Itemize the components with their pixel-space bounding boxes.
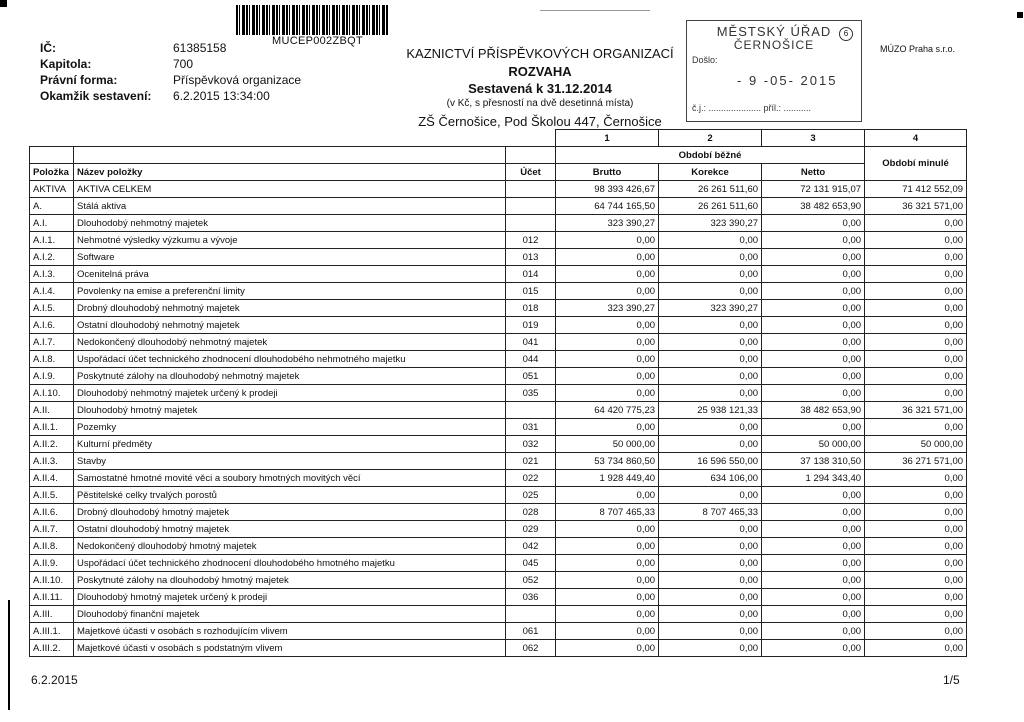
table-row [30, 317, 967, 334]
cell-nazev: Poskytnuté zálohy na dlouhodobý nehmotný majetek [74, 368, 506, 385]
cell-minule: 0,00 [865, 283, 967, 300]
cell-nazev: Dlouhodobý finanční majetek [74, 606, 506, 623]
cell-minule: 0,00 [865, 334, 967, 351]
cell-ucet: 042 [506, 538, 556, 555]
cell-brutto: 0,00 [556, 538, 659, 555]
cell-nazev: Pěstitelské celky trvalých porostů [74, 487, 506, 504]
cell-netto: 0,00 [762, 266, 865, 283]
cell-polozka: A.III.2. [30, 640, 74, 657]
cell-ucet [506, 402, 556, 419]
cell-netto: 72 131 915,07 [762, 181, 865, 198]
cell-minule: 0,00 [865, 419, 967, 436]
table-row [30, 385, 967, 402]
cell-korekce: 0,00 [659, 334, 762, 351]
scan-mark-top-left [0, 0, 7, 7]
table-row [30, 215, 967, 232]
cell-netto: 0,00 [762, 249, 865, 266]
cell-korekce: 25 938 121,33 [659, 402, 762, 419]
cell-ucet: 012 [506, 232, 556, 249]
cell-polozka: A.I.1. [30, 232, 74, 249]
cell-polozka: A.I.9. [30, 368, 74, 385]
cell-ucet: 044 [506, 351, 556, 368]
table-row [30, 555, 967, 572]
table-row [30, 351, 967, 368]
cell-brutto: 0,00 [556, 640, 659, 657]
cell-polozka: A.II.4. [30, 470, 74, 487]
cell-polozka: A.I.10. [30, 385, 74, 402]
cell-minule: 0,00 [865, 555, 967, 572]
cell-minule: 0,00 [865, 249, 967, 266]
cell-minule: 0,00 [865, 521, 967, 538]
cell-korekce: 0,00 [659, 589, 762, 606]
cell-brutto: 0,00 [556, 572, 659, 589]
cell-nazev: Samostatné hmotné movité věci a soubory hmotných movitých věcí [74, 470, 506, 487]
cell-ucet: 025 [506, 487, 556, 504]
table-row [30, 487, 967, 504]
cell-nazev: Stavby [74, 453, 506, 470]
cell-netto: 0,00 [762, 555, 865, 572]
page-number: 1/5 [943, 673, 960, 687]
cell-brutto: 323 390,27 [556, 215, 659, 232]
cell-brutto: 64 744 165,50 [556, 198, 659, 215]
cell-brutto: 8 707 465,33 [556, 504, 659, 521]
cell-brutto: 0,00 [556, 232, 659, 249]
cell-brutto: 323 390,27 [556, 300, 659, 317]
barcode [236, 5, 388, 35]
cell-nazev: Poskytnuté zálohy na dlouhodobý hmotný majetek [74, 572, 506, 589]
cell-minule: 0,00 [865, 487, 967, 504]
cell-netto: 0,00 [762, 606, 865, 623]
cell-korekce: 0,00 [659, 538, 762, 555]
cell-ucet: 052 [506, 572, 556, 589]
table-body [30, 181, 967, 657]
cell-brutto: 98 393 426,67 [556, 181, 659, 198]
cell-minule: 0,00 [865, 300, 967, 317]
cell-nazev: Kulturní předměty [74, 436, 506, 453]
cell-netto: 0,00 [762, 385, 865, 402]
cell-ucet: 014 [506, 266, 556, 283]
cell-polozka: A.II.7. [30, 521, 74, 538]
cell-brutto: 0,00 [556, 419, 659, 436]
cell-brutto: 0,00 [556, 385, 659, 402]
cell-brutto: 0,00 [556, 249, 659, 266]
cell-korekce: 16 596 550,00 [659, 453, 762, 470]
cell-brutto: 0,00 [556, 334, 659, 351]
cell-brutto: 0,00 [556, 266, 659, 283]
meta-ic: IČ: 61385158 [40, 41, 227, 55]
cell-ucet: 062 [506, 640, 556, 657]
cell-brutto: 1 928 449,40 [556, 470, 659, 487]
cell-polozka: A.I.6. [30, 317, 74, 334]
cell-brutto: 0,00 [556, 623, 659, 640]
document-metadata [40, 40, 301, 104]
cell-nazev: Ocenitelná práva [74, 266, 506, 283]
cell-polozka: A.III.1. [30, 623, 74, 640]
cell-minule: 0,00 [865, 266, 967, 283]
cell-korekce: 0,00 [659, 351, 762, 368]
cell-netto: 0,00 [762, 419, 865, 436]
cell-polozka: A.II.2. [30, 436, 74, 453]
cell-netto: 38 482 653,90 [762, 198, 865, 215]
balance-sheet-table [29, 129, 967, 657]
cell-nazev: Stálá aktiva [74, 198, 506, 215]
cell-ucet: 013 [506, 249, 556, 266]
cell-korekce: 0,00 [659, 572, 762, 589]
table-row [30, 402, 967, 419]
cell-minule: 0,00 [865, 504, 967, 521]
footer-date: 6.2.2015 [31, 673, 78, 687]
cell-netto: 0,00 [762, 215, 865, 232]
table-row [30, 334, 967, 351]
cell-minule: 0,00 [865, 606, 967, 623]
cell-netto: 0,00 [762, 368, 865, 385]
cell-korekce: 323 390,27 [659, 215, 762, 232]
document-header [380, 46, 700, 129]
table-row [30, 198, 967, 215]
cell-minule: 36 321 571,00 [865, 402, 967, 419]
cell-minule: 71 412 552,09 [865, 181, 967, 198]
cell-polozka: A.I.5. [30, 300, 74, 317]
cell-polozka: A.II.11. [30, 589, 74, 606]
meta-pravni-forma: Právní forma: Příspěvková organizace [40, 73, 302, 87]
cell-netto: 0,00 [762, 504, 865, 521]
period-header-row: Období běžné Období minulé [30, 147, 967, 164]
table-row [30, 521, 967, 538]
barcode-text: MUCEP002ZBQT [272, 35, 364, 47]
cell-minule: 0,00 [865, 368, 967, 385]
cell-ucet: 045 [506, 555, 556, 572]
cell-ucet [506, 198, 556, 215]
table-row [30, 300, 967, 317]
cell-minule: 0,00 [865, 351, 967, 368]
table-row [30, 181, 967, 198]
cell-minule: 50 000,00 [865, 436, 967, 453]
cell-nazev: Majetkové účasti v osobách s rozhodujícím vlivem [74, 623, 506, 640]
cell-polozka: A.II.3. [30, 453, 74, 470]
cell-korekce: 0,00 [659, 249, 762, 266]
cell-ucet: 018 [506, 300, 556, 317]
cell-minule: 36 271 571,00 [865, 453, 967, 470]
cell-nazev: Uspořádací účet technického zhodnocení dlouhodobého hmotného majetku [74, 555, 506, 572]
cell-nazev: Ostatní dlouhodobý nehmotný majetek [74, 317, 506, 334]
cell-minule: 0,00 [865, 470, 967, 487]
cell-brutto: 0,00 [556, 555, 659, 572]
cell-polozka: AKTIVA [30, 181, 74, 198]
stamp-circle: 6 [839, 27, 853, 41]
cell-nazev: Nedokončený dlouhodobý nehmotný majetek [74, 334, 506, 351]
table-row [30, 504, 967, 521]
cell-brutto: 0,00 [556, 317, 659, 334]
cell-ucet [506, 215, 556, 232]
cell-polozka: A.II.6. [30, 504, 74, 521]
cell-netto: 38 482 653,90 [762, 402, 865, 419]
meta-okamzik: Okamžik sestavení: 6.2.2015 13:34:00 [40, 89, 270, 103]
cell-korekce: 0,00 [659, 317, 762, 334]
cell-nazev: Dlouhodobý hmotný majetek určený k prodeji [74, 589, 506, 606]
cell-minule: 0,00 [865, 589, 967, 606]
cell-polozka: A.I.3. [30, 266, 74, 283]
table-row [30, 249, 967, 266]
table-row [30, 572, 967, 589]
cell-netto: 0,00 [762, 521, 865, 538]
cell-nazev: AKTIVA CELKEM [74, 181, 506, 198]
cell-brutto: 0,00 [556, 606, 659, 623]
organization-line: KAZNICTVÍ PŘÍSPĚVKOVÝCH ORGANIZACÍ [406, 46, 674, 61]
cell-nazev: Povolenky na emise a preferenční limity [74, 283, 506, 300]
cell-ucet: 041 [506, 334, 556, 351]
currency-note: (v Kč, s přesností na dvě desetinná místa) [446, 98, 634, 109]
meta-kapitola: Kapitola: 700 [40, 57, 194, 71]
cell-ucet: 022 [506, 470, 556, 487]
cell-polozka: A.II.5. [30, 487, 74, 504]
cell-korekce: 634 106,00 [659, 470, 762, 487]
cell-netto: 0,00 [762, 623, 865, 640]
table-row [30, 436, 967, 453]
column-number-row: 1 2 3 4 [30, 130, 967, 147]
cell-polozka: A.III. [30, 606, 74, 623]
cell-minule: 36 321 571,00 [865, 198, 967, 215]
cell-netto: 0,00 [762, 487, 865, 504]
cell-ucet: 021 [506, 453, 556, 470]
cell-korekce: 26 261 511,60 [659, 198, 762, 215]
cell-ucet: 035 [506, 385, 556, 402]
cell-minule: 0,00 [865, 572, 967, 589]
table-row [30, 640, 967, 657]
cell-brutto: 0,00 [556, 368, 659, 385]
received-stamp: MĚSTSKÝ ÚŘAD ČERNOŠICE 6 Došlo: - 9 -05- 2015 č.j.: ..................... příl.: ........... [686, 20, 862, 122]
cell-netto: 0,00 [762, 351, 865, 368]
cell-ucet: 032 [506, 436, 556, 453]
scan-edge-mark [8, 600, 10, 710]
cell-minule: 0,00 [865, 623, 967, 640]
cell-ucet [506, 181, 556, 198]
school-name: ZŠ Černošice, Pod Školou 447, Černošice [418, 114, 662, 129]
cell-korekce: 0,00 [659, 419, 762, 436]
cell-polozka: A.II.8. [30, 538, 74, 555]
cell-brutto: 64 420 775,23 [556, 402, 659, 419]
document-subtitle: Sestavená k 31.12.2014 [468, 81, 612, 96]
cell-korekce: 323 390,27 [659, 300, 762, 317]
cell-polozka: A.I.8. [30, 351, 74, 368]
cell-minule: 0,00 [865, 215, 967, 232]
column-header-row: Položka Název položky Účet Brutto Korekce Netto [30, 164, 967, 181]
cell-korekce: 0,00 [659, 623, 762, 640]
cell-nazev: Majetkové účasti v osobách s podstatným vlivem [74, 640, 506, 657]
stamp-date: - 9 -05- 2015 [737, 73, 838, 88]
cell-brutto: 53 734 860,50 [556, 453, 659, 470]
table-row [30, 623, 967, 640]
cell-polozka: A. [30, 198, 74, 215]
cell-ucet: 029 [506, 521, 556, 538]
cell-nazev: Pozemky [74, 419, 506, 436]
cell-polozka: A.I.4. [30, 283, 74, 300]
cell-korekce: 0,00 [659, 436, 762, 453]
table-row [30, 368, 967, 385]
cell-korekce: 0,00 [659, 606, 762, 623]
cell-korekce: 0,00 [659, 640, 762, 657]
cell-netto: 0,00 [762, 300, 865, 317]
table-row [30, 470, 967, 487]
cell-polozka: A.II. [30, 402, 74, 419]
cell-polozka: A.II.9. [30, 555, 74, 572]
cell-netto: 1 294 343,40 [762, 470, 865, 487]
cell-netto: 0,00 [762, 589, 865, 606]
scan-mark-top-right [1017, 12, 1023, 18]
cell-ucet [506, 606, 556, 623]
cell-korekce: 8 707 465,33 [659, 504, 762, 521]
cell-nazev: Drobný dlouhodobý hmotný majetek [74, 504, 506, 521]
cell-nazev: Ostatní dlouhodobý hmotný majetek [74, 521, 506, 538]
cell-netto: 0,00 [762, 572, 865, 589]
cell-nazev: Drobný dlouhodobý nehmotný majetek [74, 300, 506, 317]
table-row [30, 606, 967, 623]
cell-netto: 0,00 [762, 317, 865, 334]
cell-netto: 0,00 [762, 283, 865, 300]
cell-netto: 37 138 310,50 [762, 453, 865, 470]
cell-korekce: 0,00 [659, 283, 762, 300]
cell-nazev: Dlouhodobý nehmotný majetek určený k prodeji [74, 385, 506, 402]
cell-brutto: 0,00 [556, 487, 659, 504]
cell-polozka: A.I.2. [30, 249, 74, 266]
cell-minule: 0,00 [865, 232, 967, 249]
cell-ucet: 051 [506, 368, 556, 385]
cell-ucet: 019 [506, 317, 556, 334]
cell-minule: 0,00 [865, 317, 967, 334]
cell-minule: 0,00 [865, 640, 967, 657]
cell-nazev: Nehmotné výsledky výzkumu a vývoje [74, 232, 506, 249]
cell-ucet: 031 [506, 419, 556, 436]
cell-korekce: 0,00 [659, 232, 762, 249]
cell-polozka: A.II.1. [30, 419, 74, 436]
cell-brutto: 0,00 [556, 521, 659, 538]
cell-nazev: Uspořádací účet technického zhodnocení dlouhodobého nehmotného majetku [74, 351, 506, 368]
cell-ucet: 061 [506, 623, 556, 640]
table-row [30, 232, 967, 249]
document-title: ROZVAHA [508, 64, 572, 79]
table-row [30, 589, 967, 606]
cell-korekce: 26 261 511,60 [659, 181, 762, 198]
table-row [30, 453, 967, 470]
cell-polozka: A.I.7. [30, 334, 74, 351]
table-row [30, 266, 967, 283]
cell-brutto: 0,00 [556, 351, 659, 368]
cell-polozka: A.II.10. [30, 572, 74, 589]
cell-ucet: 028 [506, 504, 556, 521]
cell-korekce: 0,00 [659, 521, 762, 538]
cell-ucet: 036 [506, 589, 556, 606]
vendor-label: MÚZO Praha s.r.o. [880, 44, 956, 54]
divider [540, 10, 650, 11]
cell-polozka: A.I. [30, 215, 74, 232]
table-row [30, 538, 967, 555]
cell-netto: 50 000,00 [762, 436, 865, 453]
cell-korekce: 0,00 [659, 555, 762, 572]
cell-nazev: Dlouhodobý hmotný majetek [74, 402, 506, 419]
cell-netto: 0,00 [762, 538, 865, 555]
cell-brutto: 0,00 [556, 589, 659, 606]
cell-korekce: 0,00 [659, 266, 762, 283]
cell-korekce: 0,00 [659, 368, 762, 385]
cell-nazev: Dlouhodobý nehmotný majetek [74, 215, 506, 232]
cell-nazev: Nedokončený dlouhodobý hmotný majetek [74, 538, 506, 555]
cell-korekce: 0,00 [659, 487, 762, 504]
cell-netto: 0,00 [762, 334, 865, 351]
cell-minule: 0,00 [865, 538, 967, 555]
cell-brutto: 0,00 [556, 283, 659, 300]
cell-ucet: 015 [506, 283, 556, 300]
cell-brutto: 50 000,00 [556, 436, 659, 453]
cell-netto: 0,00 [762, 640, 865, 657]
table-row [30, 419, 967, 436]
cell-minule: 0,00 [865, 385, 967, 402]
table-row [30, 283, 967, 300]
cell-korekce: 0,00 [659, 385, 762, 402]
cell-nazev: Software [74, 249, 506, 266]
cell-netto: 0,00 [762, 232, 865, 249]
